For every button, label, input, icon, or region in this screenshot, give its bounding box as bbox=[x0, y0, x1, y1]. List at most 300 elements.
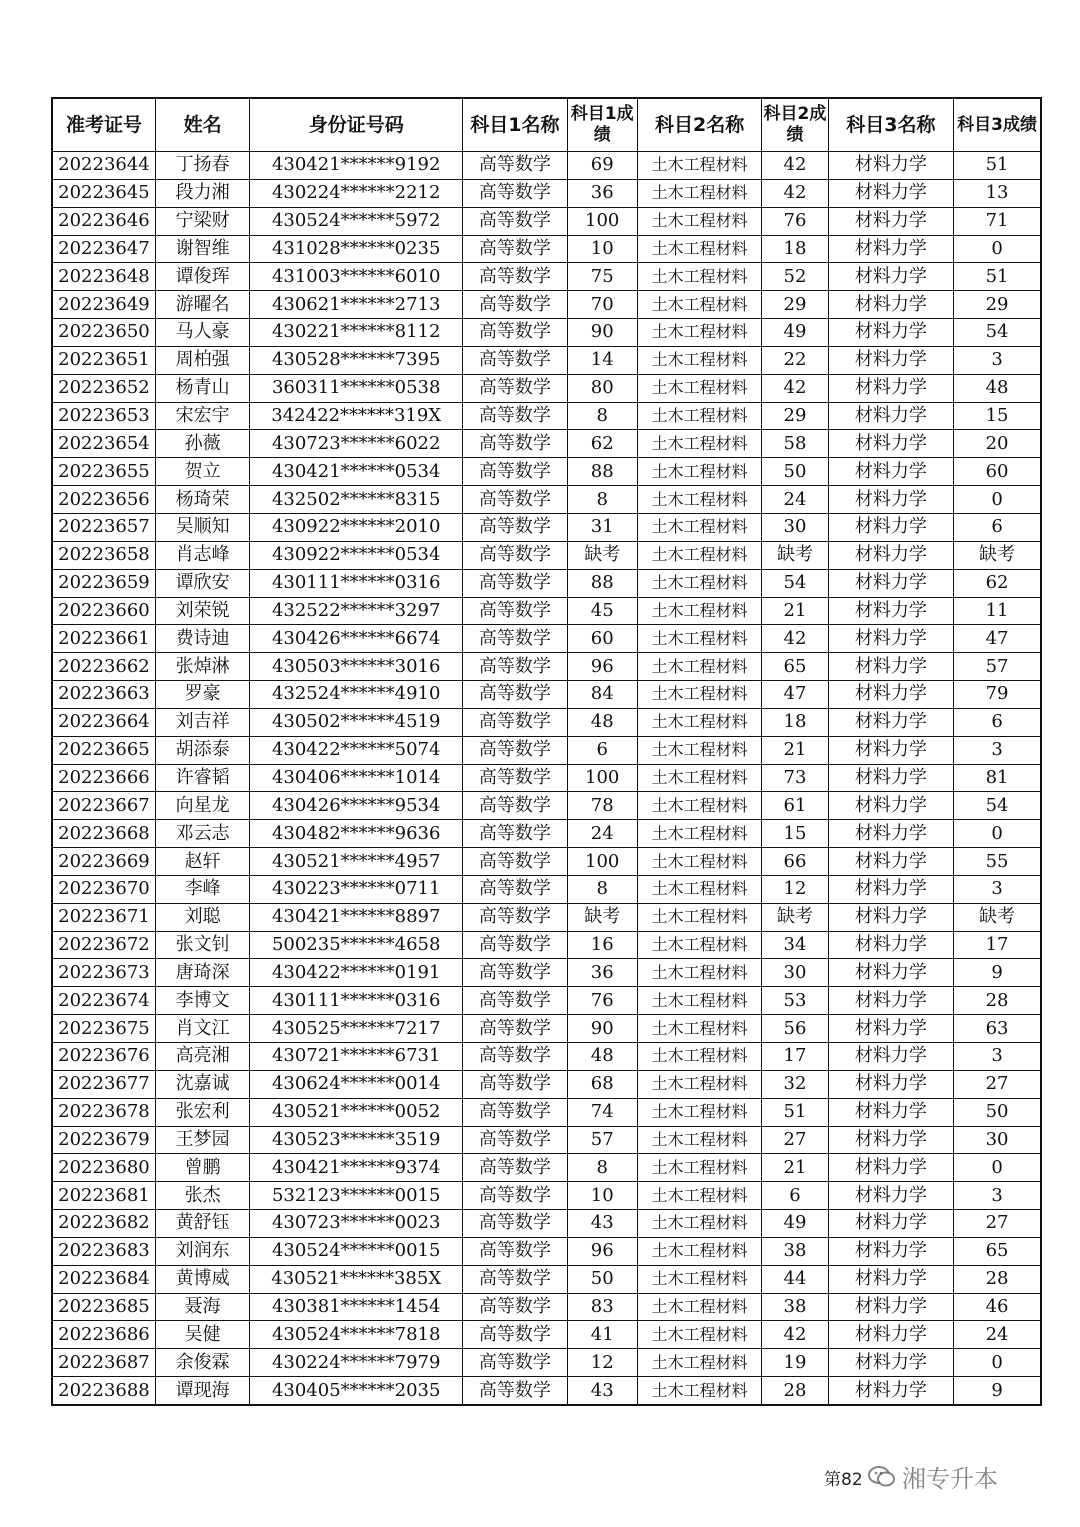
cell-student-name: 刘润东 bbox=[155, 1237, 249, 1265]
cell-student-name: 吴健 bbox=[155, 1321, 249, 1349]
cell-subject1-name: 高等数学 bbox=[463, 597, 567, 625]
cell-subject3-name: 材料力学 bbox=[828, 1210, 954, 1238]
cell-subject2-score: 19 bbox=[762, 1349, 828, 1377]
cell-exam-id: 20223672 bbox=[52, 931, 155, 959]
cell-subject2-score: 53 bbox=[762, 987, 828, 1015]
header-subject3-name: 科目3名称 bbox=[828, 98, 954, 152]
cell-subject2-name: 土木工程材料 bbox=[637, 207, 762, 235]
cell-subject3-score: 6 bbox=[954, 708, 1041, 736]
cell-subject2-name: 土木工程材料 bbox=[637, 513, 762, 541]
header-exam-id: 准考证号 bbox=[52, 98, 155, 152]
cell-subject1-score: 90 bbox=[567, 1015, 637, 1043]
page-footer: 第82 bbox=[824, 1470, 863, 1490]
cell-subject1-score: 24 bbox=[567, 820, 637, 848]
table-row bbox=[52, 1265, 1041, 1293]
cell-subject3-score: 0 bbox=[954, 235, 1041, 263]
cell-subject2-score: 21 bbox=[762, 1154, 828, 1182]
table-row bbox=[52, 1321, 1041, 1349]
cell-student-name: 邓云志 bbox=[155, 820, 249, 848]
table-row bbox=[52, 1126, 1041, 1154]
table-row bbox=[52, 708, 1041, 736]
cell-subject3-score: 3 bbox=[954, 1182, 1041, 1210]
cell-subject1-name: 高等数学 bbox=[463, 1293, 567, 1321]
cell-subject3-name: 材料力学 bbox=[828, 513, 954, 541]
cell-subject2-score: 21 bbox=[762, 736, 828, 764]
cell-exam-id: 20223660 bbox=[52, 597, 155, 625]
cell-exam-id: 20223652 bbox=[52, 374, 155, 402]
cell-student-name: 曾鹏 bbox=[155, 1154, 249, 1182]
table-row bbox=[52, 1043, 1041, 1071]
cell-subject1-score: 83 bbox=[567, 1293, 637, 1321]
cell-id-number: 430406******1014 bbox=[250, 764, 463, 792]
cell-subject3-name: 材料力学 bbox=[828, 1015, 954, 1043]
cell-id-number: 430381******1454 bbox=[250, 1293, 463, 1321]
cell-subject2-name: 土木工程材料 bbox=[637, 764, 762, 792]
wechat-icon bbox=[868, 1465, 896, 1489]
cell-subject3-name: 材料力学 bbox=[828, 569, 954, 597]
cell-subject3-name: 材料力学 bbox=[828, 458, 954, 486]
cell-subject3-name: 材料力学 bbox=[828, 430, 954, 458]
cell-subject1-score: 80 bbox=[567, 374, 637, 402]
cell-subject1-score: 60 bbox=[567, 625, 637, 653]
cell-subject3-name: 材料力学 bbox=[828, 402, 954, 430]
cell-exam-id: 20223675 bbox=[52, 1015, 155, 1043]
cell-subject1-score: 62 bbox=[567, 430, 637, 458]
cell-subject2-score: 34 bbox=[762, 931, 828, 959]
table-row bbox=[52, 597, 1041, 625]
cell-subject2-score: 52 bbox=[762, 263, 828, 291]
cell-id-number: 430523******3519 bbox=[250, 1126, 463, 1154]
cell-id-number: 430426******6674 bbox=[250, 625, 463, 653]
cell-subject1-name: 高等数学 bbox=[463, 263, 567, 291]
table-row bbox=[52, 764, 1041, 792]
cell-student-name: 马人豪 bbox=[155, 319, 249, 347]
cell-exam-id: 20223661 bbox=[52, 625, 155, 653]
cell-exam-id: 20223659 bbox=[52, 569, 155, 597]
cell-subject2-score: 49 bbox=[762, 1210, 828, 1238]
cell-subject2-score: 61 bbox=[762, 792, 828, 820]
cell-id-number: 500235******4658 bbox=[250, 931, 463, 959]
cell-exam-id: 20223656 bbox=[52, 486, 155, 514]
cell-subject1-score: 缺考 bbox=[567, 541, 637, 569]
table-row bbox=[52, 1210, 1041, 1238]
cell-id-number: 430521******0052 bbox=[250, 1098, 463, 1126]
cell-subject2-score: 30 bbox=[762, 513, 828, 541]
cell-subject2-name: 土木工程材料 bbox=[637, 1070, 762, 1098]
cell-subject3-name: 材料力学 bbox=[828, 1377, 954, 1405]
cell-id-number: 430421******0534 bbox=[250, 458, 463, 486]
cell-subject1-name: 高等数学 bbox=[463, 625, 567, 653]
cell-student-name: 宋宏宇 bbox=[155, 402, 249, 430]
cell-subject1-name: 高等数学 bbox=[463, 402, 567, 430]
table-row bbox=[52, 625, 1041, 653]
cell-subject2-name: 土木工程材料 bbox=[637, 987, 762, 1015]
cell-exam-id: 20223649 bbox=[52, 291, 155, 319]
cell-id-number: 430422******0191 bbox=[250, 959, 463, 987]
cell-id-number: 430524******5972 bbox=[250, 207, 463, 235]
cell-subject2-name: 土木工程材料 bbox=[637, 708, 762, 736]
cell-subject3-score: 11 bbox=[954, 597, 1041, 625]
cell-id-number: 430521******385X bbox=[250, 1265, 463, 1293]
cell-exam-id: 20223678 bbox=[52, 1098, 155, 1126]
cell-subject1-score: 96 bbox=[567, 653, 637, 681]
cell-id-number: 430421******8897 bbox=[250, 903, 463, 931]
cell-subject2-name: 土木工程材料 bbox=[637, 1126, 762, 1154]
cell-student-name: 余俊霖 bbox=[155, 1349, 249, 1377]
cell-subject1-score: 96 bbox=[567, 1237, 637, 1265]
cell-subject3-score: 0 bbox=[954, 820, 1041, 848]
cell-subject1-score: 31 bbox=[567, 513, 637, 541]
cell-subject3-score: 55 bbox=[954, 848, 1041, 876]
cell-subject1-name: 高等数学 bbox=[463, 374, 567, 402]
cell-id-number: 430482******9636 bbox=[250, 820, 463, 848]
cell-student-name: 段力湘 bbox=[155, 179, 249, 207]
cell-exam-id: 20223658 bbox=[52, 541, 155, 569]
cell-subject2-score: 30 bbox=[762, 959, 828, 987]
cell-subject3-score: 20 bbox=[954, 430, 1041, 458]
cell-subject3-name: 材料力学 bbox=[828, 179, 954, 207]
cell-subject2-score: 58 bbox=[762, 430, 828, 458]
cell-student-name: 杨青山 bbox=[155, 374, 249, 402]
cell-id-number: 430111******0316 bbox=[250, 569, 463, 597]
cell-subject3-score: 51 bbox=[954, 263, 1041, 291]
cell-student-name: 罗豪 bbox=[155, 681, 249, 709]
cell-subject1-name: 高等数学 bbox=[463, 987, 567, 1015]
cell-exam-id: 20223664 bbox=[52, 708, 155, 736]
cell-subject1-name: 高等数学 bbox=[463, 152, 567, 180]
cell-subject3-score: 30 bbox=[954, 1126, 1041, 1154]
cell-subject2-score: 66 bbox=[762, 848, 828, 876]
cell-subject3-score: 62 bbox=[954, 569, 1041, 597]
cell-subject1-score: 50 bbox=[567, 1265, 637, 1293]
cell-id-number: 430224******2212 bbox=[250, 179, 463, 207]
table-row bbox=[52, 541, 1041, 569]
cell-exam-id: 20223681 bbox=[52, 1182, 155, 1210]
cell-subject2-name: 土木工程材料 bbox=[637, 235, 762, 263]
cell-subject2-name: 土木工程材料 bbox=[637, 875, 762, 903]
cell-subject3-score: 47 bbox=[954, 625, 1041, 653]
table-row bbox=[52, 207, 1041, 235]
cell-subject1-score: 14 bbox=[567, 346, 637, 374]
cell-subject2-score: 6 bbox=[762, 1182, 828, 1210]
cell-subject3-name: 材料力学 bbox=[828, 820, 954, 848]
cell-subject2-name: 土木工程材料 bbox=[637, 736, 762, 764]
cell-subject3-name: 材料力学 bbox=[828, 1043, 954, 1071]
cell-student-name: 唐琦深 bbox=[155, 959, 249, 987]
cell-id-number: 430723******6022 bbox=[250, 430, 463, 458]
table-row bbox=[52, 430, 1041, 458]
cell-exam-id: 20223667 bbox=[52, 792, 155, 820]
cell-exam-id: 20223666 bbox=[52, 764, 155, 792]
table-row bbox=[52, 1237, 1041, 1265]
cell-subject2-score: 49 bbox=[762, 319, 828, 347]
cell-subject2-name: 土木工程材料 bbox=[637, 402, 762, 430]
cell-subject1-score: 48 bbox=[567, 708, 637, 736]
header-subject3-score: 科目3成绩 bbox=[954, 98, 1041, 152]
cell-subject1-score: 缺考 bbox=[567, 903, 637, 931]
cell-subject2-name: 土木工程材料 bbox=[637, 1098, 762, 1126]
cell-subject3-score: 65 bbox=[954, 1237, 1041, 1265]
cell-subject2-name: 土木工程材料 bbox=[637, 1265, 762, 1293]
cell-subject3-name: 材料力学 bbox=[828, 681, 954, 709]
table-row bbox=[52, 235, 1041, 263]
cell-subject3-score: 29 bbox=[954, 291, 1041, 319]
cell-id-number: 430723******0023 bbox=[250, 1210, 463, 1238]
cell-subject1-score: 10 bbox=[567, 1182, 637, 1210]
cell-student-name: 李峰 bbox=[155, 875, 249, 903]
cell-subject2-score: 12 bbox=[762, 875, 828, 903]
header-subject1-score: 科目1成绩 bbox=[567, 98, 637, 152]
cell-student-name: 谢智维 bbox=[155, 235, 249, 263]
cell-subject3-name: 材料力学 bbox=[828, 1182, 954, 1210]
cell-subject1-name: 高等数学 bbox=[463, 207, 567, 235]
cell-subject1-score: 45 bbox=[567, 597, 637, 625]
cell-subject2-name: 土木工程材料 bbox=[637, 319, 762, 347]
cell-subject1-score: 100 bbox=[567, 207, 637, 235]
cell-subject3-name: 材料力学 bbox=[828, 903, 954, 931]
cell-subject1-score: 74 bbox=[567, 1098, 637, 1126]
cell-subject3-score: 0 bbox=[954, 1154, 1041, 1182]
cell-subject3-name: 材料力学 bbox=[828, 597, 954, 625]
cell-subject3-score: 3 bbox=[954, 1043, 1041, 1071]
cell-id-number: 430621******2713 bbox=[250, 291, 463, 319]
cell-subject2-name: 土木工程材料 bbox=[637, 152, 762, 180]
cell-subject2-score: 38 bbox=[762, 1293, 828, 1321]
table-row bbox=[52, 931, 1041, 959]
table-row bbox=[52, 792, 1041, 820]
cell-id-number: 430221******8112 bbox=[250, 319, 463, 347]
cell-subject1-score: 8 bbox=[567, 402, 637, 430]
cell-id-number: 360311******0538 bbox=[250, 374, 463, 402]
cell-subject2-name: 土木工程材料 bbox=[637, 374, 762, 402]
cell-exam-id: 20223671 bbox=[52, 903, 155, 931]
cell-subject1-name: 高等数学 bbox=[463, 848, 567, 876]
cell-subject1-score: 75 bbox=[567, 263, 637, 291]
cell-exam-id: 20223670 bbox=[52, 875, 155, 903]
cell-subject3-score: 57 bbox=[954, 653, 1041, 681]
cell-id-number: 432524******4910 bbox=[250, 681, 463, 709]
cell-subject3-name: 材料力学 bbox=[828, 486, 954, 514]
cell-subject2-score: 18 bbox=[762, 235, 828, 263]
cell-subject1-name: 高等数学 bbox=[463, 1349, 567, 1377]
cell-exam-id: 20223686 bbox=[52, 1321, 155, 1349]
cell-subject2-score: 42 bbox=[762, 152, 828, 180]
cell-student-name: 谭俊珲 bbox=[155, 263, 249, 291]
cell-subject2-score: 24 bbox=[762, 486, 828, 514]
table-row bbox=[52, 820, 1041, 848]
cell-subject2-score: 65 bbox=[762, 653, 828, 681]
cell-subject2-name: 土木工程材料 bbox=[637, 1293, 762, 1321]
cell-subject1-name: 高等数学 bbox=[463, 346, 567, 374]
cell-subject1-score: 8 bbox=[567, 875, 637, 903]
cell-subject3-name: 材料力学 bbox=[828, 1154, 954, 1182]
cell-subject2-score: 50 bbox=[762, 458, 828, 486]
cell-student-name: 谭现海 bbox=[155, 1377, 249, 1405]
cell-subject2-score: 54 bbox=[762, 569, 828, 597]
cell-id-number: 430525******7217 bbox=[250, 1015, 463, 1043]
cell-subject2-name: 土木工程材料 bbox=[637, 681, 762, 709]
cell-subject2-score: 56 bbox=[762, 1015, 828, 1043]
cell-exam-id: 20223674 bbox=[52, 987, 155, 1015]
cell-exam-id: 20223685 bbox=[52, 1293, 155, 1321]
table-row bbox=[52, 319, 1041, 347]
cell-exam-id: 20223677 bbox=[52, 1070, 155, 1098]
cell-subject2-score: 28 bbox=[762, 1377, 828, 1405]
cell-student-name: 刘吉祥 bbox=[155, 708, 249, 736]
cell-subject1-score: 8 bbox=[567, 486, 637, 514]
cell-id-number: 430721******6731 bbox=[250, 1043, 463, 1071]
table-body bbox=[52, 152, 1041, 1405]
cell-subject1-score: 100 bbox=[567, 848, 637, 876]
cell-subject3-name: 材料力学 bbox=[828, 152, 954, 180]
cell-subject3-score: 17 bbox=[954, 931, 1041, 959]
cell-subject3-name: 材料力学 bbox=[828, 792, 954, 820]
cell-subject2-name: 土木工程材料 bbox=[637, 541, 762, 569]
table-row bbox=[52, 1349, 1041, 1377]
cell-subject3-name: 材料力学 bbox=[828, 207, 954, 235]
cell-subject1-name: 高等数学 bbox=[463, 486, 567, 514]
table-row bbox=[52, 1070, 1041, 1098]
cell-subject2-score: 47 bbox=[762, 681, 828, 709]
table-row bbox=[52, 569, 1041, 597]
cell-subject1-score: 36 bbox=[567, 959, 637, 987]
cell-subject1-score: 8 bbox=[567, 1154, 637, 1182]
cell-exam-id: 20223665 bbox=[52, 736, 155, 764]
cell-subject1-name: 高等数学 bbox=[463, 903, 567, 931]
cell-student-name: 许睿韬 bbox=[155, 764, 249, 792]
cell-id-number: 430422******5074 bbox=[250, 736, 463, 764]
cell-subject3-name: 材料力学 bbox=[828, 1293, 954, 1321]
cell-student-name: 李博文 bbox=[155, 987, 249, 1015]
cell-subject1-score: 12 bbox=[567, 1349, 637, 1377]
cell-student-name: 赵轩 bbox=[155, 848, 249, 876]
cell-subject2-name: 土木工程材料 bbox=[637, 1321, 762, 1349]
cell-student-name: 张文钊 bbox=[155, 931, 249, 959]
cell-subject2-name: 土木工程材料 bbox=[637, 346, 762, 374]
table-row bbox=[52, 402, 1041, 430]
table-row bbox=[52, 152, 1041, 180]
cell-subject3-score: 9 bbox=[954, 1377, 1041, 1405]
cell-student-name: 肖志峰 bbox=[155, 541, 249, 569]
cell-subject2-name: 土木工程材料 bbox=[637, 1043, 762, 1071]
cell-exam-id: 20223662 bbox=[52, 653, 155, 681]
cell-subject1-name: 高等数学 bbox=[463, 1154, 567, 1182]
cell-subject3-score: 71 bbox=[954, 207, 1041, 235]
cell-subject2-name: 土木工程材料 bbox=[637, 291, 762, 319]
cell-exam-id: 20223651 bbox=[52, 346, 155, 374]
cell-exam-id: 20223684 bbox=[52, 1265, 155, 1293]
cell-subject2-score: 17 bbox=[762, 1043, 828, 1071]
table-row bbox=[52, 848, 1041, 876]
cell-subject2-name: 土木工程材料 bbox=[637, 792, 762, 820]
cell-subject1-name: 高等数学 bbox=[463, 1265, 567, 1293]
cell-subject1-score: 57 bbox=[567, 1126, 637, 1154]
cell-subject1-score: 68 bbox=[567, 1070, 637, 1098]
cell-subject1-name: 高等数学 bbox=[463, 681, 567, 709]
cell-subject2-score: 29 bbox=[762, 402, 828, 430]
cell-id-number: 430524******0015 bbox=[250, 1237, 463, 1265]
cell-subject2-name: 土木工程材料 bbox=[637, 263, 762, 291]
cell-exam-id: 20223687 bbox=[52, 1349, 155, 1377]
header-row bbox=[52, 98, 1041, 152]
cell-subject1-name: 高等数学 bbox=[463, 458, 567, 486]
score-table bbox=[51, 97, 1042, 1406]
cell-id-number: 430421******9374 bbox=[250, 1154, 463, 1182]
cell-subject2-name: 土木工程材料 bbox=[637, 903, 762, 931]
cell-id-number: 431003******6010 bbox=[250, 263, 463, 291]
cell-subject1-name: 高等数学 bbox=[463, 875, 567, 903]
cell-student-name: 张杰 bbox=[155, 1182, 249, 1210]
cell-subject3-score: 60 bbox=[954, 458, 1041, 486]
cell-subject3-score: 54 bbox=[954, 792, 1041, 820]
cell-subject1-score: 76 bbox=[567, 987, 637, 1015]
cell-subject3-score: 27 bbox=[954, 1070, 1041, 1098]
cell-subject3-name: 材料力学 bbox=[828, 1070, 954, 1098]
cell-subject3-name: 材料力学 bbox=[828, 987, 954, 1015]
header-subject1-name: 科目1名称 bbox=[463, 98, 567, 152]
cell-subject2-score: 27 bbox=[762, 1126, 828, 1154]
cell-id-number: 532123******0015 bbox=[250, 1182, 463, 1210]
header-name: 姓名 bbox=[155, 98, 249, 152]
cell-exam-id: 20223669 bbox=[52, 848, 155, 876]
cell-id-number: 430922******0534 bbox=[250, 541, 463, 569]
cell-subject3-score: 3 bbox=[954, 736, 1041, 764]
cell-subject3-name: 材料力学 bbox=[828, 736, 954, 764]
cell-subject3-name: 材料力学 bbox=[828, 374, 954, 402]
cell-exam-id: 20223653 bbox=[52, 402, 155, 430]
cell-subject3-score: 15 bbox=[954, 402, 1041, 430]
cell-student-name: 杨琦荣 bbox=[155, 486, 249, 514]
cell-exam-id: 20223682 bbox=[52, 1210, 155, 1238]
cell-subject2-name: 土木工程材料 bbox=[637, 1182, 762, 1210]
cell-student-name: 张焯淋 bbox=[155, 653, 249, 681]
cell-id-number: 431028******0235 bbox=[250, 235, 463, 263]
cell-subject2-score: 42 bbox=[762, 179, 828, 207]
cell-subject2-name: 土木工程材料 bbox=[637, 569, 762, 597]
cell-subject2-name: 土木工程材料 bbox=[637, 1154, 762, 1182]
cell-subject3-score: 54 bbox=[954, 319, 1041, 347]
cell-subject3-name: 材料力学 bbox=[828, 346, 954, 374]
cell-subject3-name: 材料力学 bbox=[828, 764, 954, 792]
cell-subject3-name: 材料力学 bbox=[828, 291, 954, 319]
cell-subject3-score: 28 bbox=[954, 987, 1041, 1015]
cell-subject1-score: 88 bbox=[567, 569, 637, 597]
cell-id-number: 430223******0711 bbox=[250, 875, 463, 903]
cell-exam-id: 20223654 bbox=[52, 430, 155, 458]
cell-subject3-score: 缺考 bbox=[954, 541, 1041, 569]
cell-subject1-name: 高等数学 bbox=[463, 291, 567, 319]
cell-subject1-score: 69 bbox=[567, 152, 637, 180]
cell-subject1-score: 6 bbox=[567, 736, 637, 764]
cell-student-name: 孙薇 bbox=[155, 430, 249, 458]
cell-subject2-name: 土木工程材料 bbox=[637, 1237, 762, 1265]
header-subject2-score: 科目2成绩 bbox=[762, 98, 828, 152]
cell-student-name: 费诗迪 bbox=[155, 625, 249, 653]
cell-subject3-score: 3 bbox=[954, 875, 1041, 903]
cell-student-name: 黄博威 bbox=[155, 1265, 249, 1293]
cell-subject2-name: 土木工程材料 bbox=[637, 1210, 762, 1238]
cell-subject1-name: 高等数学 bbox=[463, 708, 567, 736]
cell-subject2-name: 土木工程材料 bbox=[637, 1377, 762, 1405]
cell-exam-id: 20223673 bbox=[52, 959, 155, 987]
cell-subject2-score: 73 bbox=[762, 764, 828, 792]
cell-subject1-name: 高等数学 bbox=[463, 764, 567, 792]
cell-subject3-name: 材料力学 bbox=[828, 848, 954, 876]
cell-subject1-name: 高等数学 bbox=[463, 820, 567, 848]
cell-exam-id: 20223647 bbox=[52, 235, 155, 263]
cell-exam-id: 20223679 bbox=[52, 1126, 155, 1154]
cell-subject2-score: 76 bbox=[762, 207, 828, 235]
